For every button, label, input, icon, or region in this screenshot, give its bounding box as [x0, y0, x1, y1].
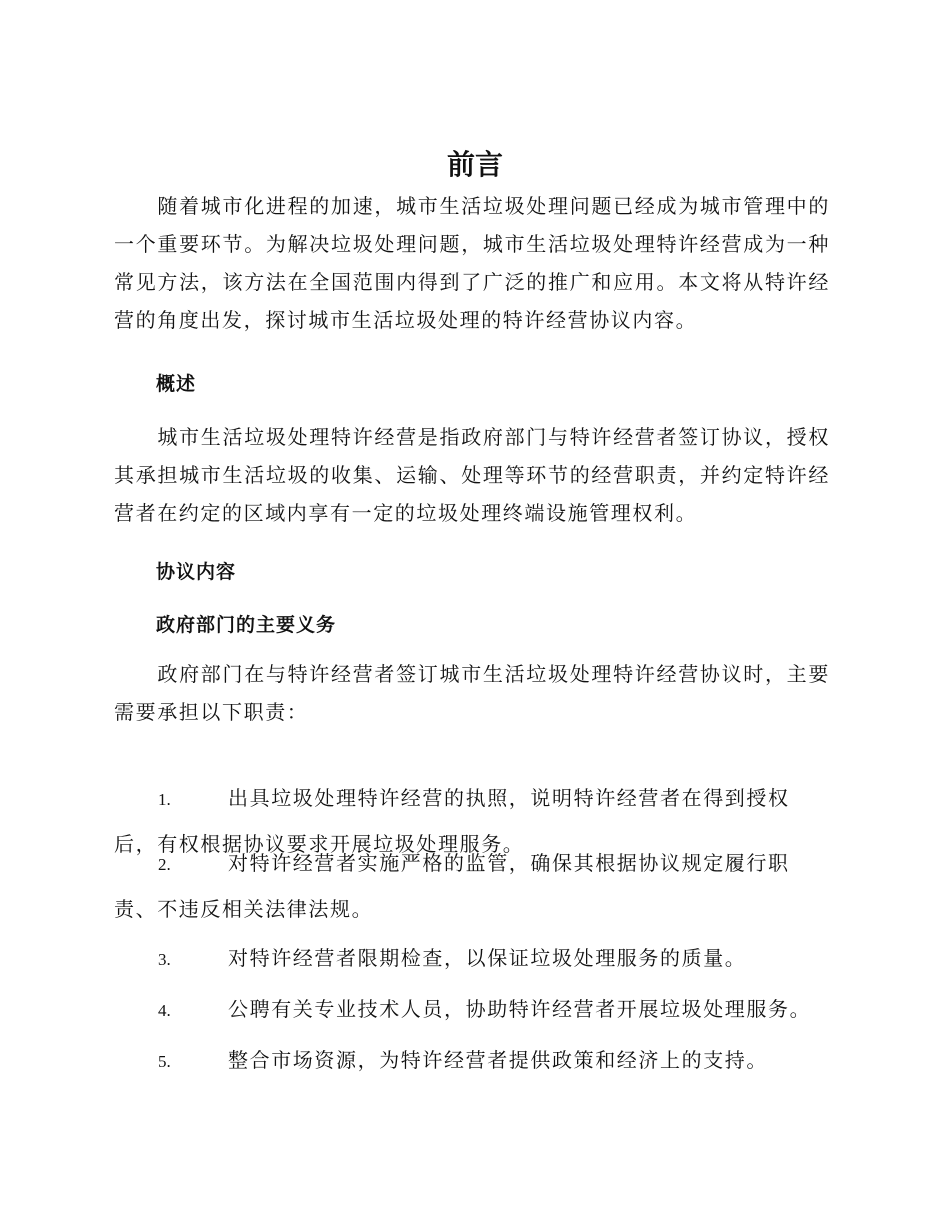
list-item: [114, 1038, 830, 1084]
list-number: 4.: [158, 1001, 171, 1020]
list-number: 3.: [158, 950, 171, 969]
list-item-text: 整合市场资源，为特许经营者提供政策和经济上的支持。: [228, 1048, 768, 1072]
gov-duties-paragraph: 政府部门在与特许经营者签订城市生活垃圾处理特许经营协议时，主要需要承担以下职责：: [114, 662, 830, 724]
overview-paragraph: 城市生活垃圾处理特许经营是指政府部门与特许经营者签订协议，授权其承担城市生活垃圾的收集、运输、处理等环节的经营职责，并约定特许经营者在约定的区域内享有一定的垃圾处理终端设施管理权利。: [114, 425, 830, 525]
list-item-text: 对特许经营者实施严格的监管，确保其根据协议规定履行职责、不违反相关法律法规。: [114, 851, 790, 921]
list-item: [114, 841, 830, 932]
agreement-heading: 协议内容: [156, 561, 237, 583]
gov-duties-heading: 政府部门的主要义务: [156, 614, 337, 636]
intro-paragraph: 随着城市化进程的加速，城市生活垃圾处理问题已经成为城市管理中的一个重要环节。为解决垃圾处理问题，城市生活垃圾处理特许经营成为一种常见方法，该方法在全国范围内得到了广泛的推广和应用。本文将从特许经营的角度出发，探讨城市生活垃圾处理的特许经营协议内容。: [114, 194, 830, 332]
page-title: 前言: [446, 148, 503, 181]
list-item: [114, 987, 830, 1033]
overview-heading: 概述: [156, 373, 197, 395]
list-number: 5.: [158, 1052, 171, 1071]
list-number: 1.: [158, 790, 171, 809]
list-item-text: 对特许经营者限期检查，以保证垃圾处理服务的质量。: [228, 946, 747, 970]
list-number: 2.: [158, 855, 171, 874]
list-item-text: 出具垃圾处理特许经营的执照，说明特许经营者在得到授权后，有权根据协议要求开展垃圾处理服务。: [114, 786, 790, 856]
list-item-text: 公聘有关专业技术人员，协助特许经营者开展垃圾处理服务。: [228, 997, 812, 1021]
list-item: [114, 936, 830, 982]
